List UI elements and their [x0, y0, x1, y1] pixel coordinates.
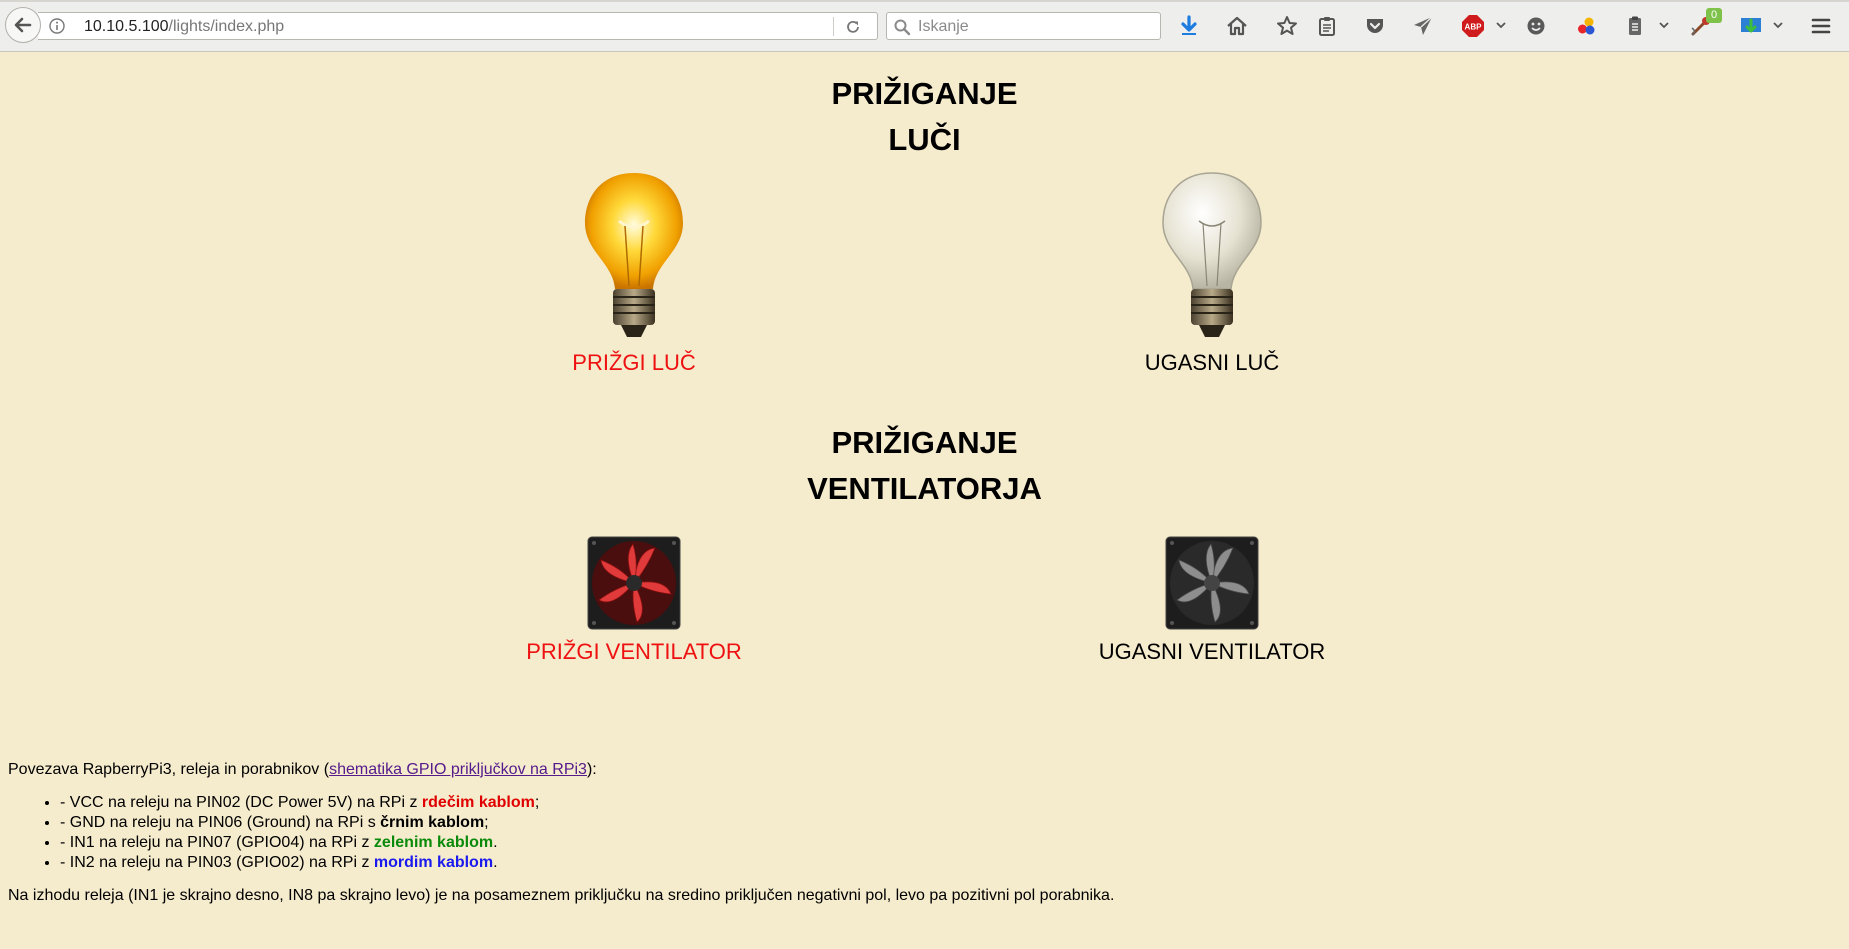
reload-icon[interactable] — [844, 18, 862, 36]
download-manager-chevron-icon[interactable] — [1772, 19, 1784, 31]
light-off-link[interactable]: UGASNI LUČ — [1144, 350, 1280, 375]
home-icon[interactable] — [1224, 13, 1250, 39]
send-icon[interactable] — [1410, 13, 1436, 39]
grey-fan-icon[interactable] — [1165, 536, 1259, 630]
download-manager-icon[interactable] — [1738, 13, 1764, 39]
fan-on-item[interactable] — [434, 536, 834, 665]
red-fan-icon[interactable] — [587, 536, 681, 630]
fan-on-link[interactable]: PRIŽGI VENTILATOR — [526, 639, 742, 664]
notification-badge: 0 — [1706, 8, 1722, 23]
fan-off-link[interactable]: UGASNI VENTILATOR — [1098, 639, 1326, 664]
browser-toolbar — [0, 0, 1849, 52]
reading-list-icon[interactable] — [1314, 13, 1340, 39]
window-top-edge — [0, 0, 1849, 2]
clipboard-menu-chevron-icon[interactable] — [1658, 19, 1670, 31]
info-icon[interactable] — [49, 18, 65, 34]
wiring-list — [8, 793, 1838, 873]
lights-heading-line2: LUČI — [888, 122, 961, 157]
wire-black-label: črnim kablom — [380, 814, 485, 831]
fan-off-item[interactable] — [1012, 536, 1412, 665]
light-on-item[interactable] — [434, 171, 834, 376]
back-arrow-icon — [12, 14, 34, 36]
fan-heading — [0, 420, 1849, 512]
hamburger-menu-icon[interactable] — [1808, 13, 1834, 39]
unlit-bulb-icon[interactable] — [1157, 171, 1267, 341]
wire-blue-label: mordim kablom — [373, 854, 494, 871]
url-bar[interactable] — [38, 12, 878, 40]
adblock-icon[interactable] — [1460, 13, 1486, 39]
search-bar[interactable] — [886, 12, 1161, 40]
light-on-link[interactable]: PRIŽGI LUČ — [572, 350, 696, 375]
fan-heading-line1: PRIŽIGANJE — [831, 425, 1018, 460]
fan-heading-line2: VENTILATORJA — [807, 471, 1042, 506]
adblock-label: ABP — [1464, 22, 1482, 32]
lights-heading — [0, 71, 1849, 163]
list-item: • - GND na releju na PIN06 (Ground) na RPi s črnim kablom; — [60, 813, 1838, 833]
wire-green-label: zelenim kablom — [373, 834, 494, 851]
url-separator — [833, 17, 834, 36]
search-placeholder: Iskanje — [918, 18, 969, 35]
url-host: 10.10.5.100 — [84, 18, 169, 35]
wiring-intro: Povezava RapberryPi3, releja in porabnikov (shematika GPIO priključkov na RPi3): — [8, 761, 597, 778]
wiring-info — [8, 761, 1838, 905]
search-icon — [893, 18, 911, 36]
wire-red-label: rdečim kablom — [421, 794, 535, 811]
list-item: • - IN1 na releju na PIN07 (GPIO04) na RPi z zelenim kablom. — [60, 833, 1838, 853]
downloads-icon[interactable] — [1176, 13, 1202, 39]
url-text[interactable] — [84, 18, 284, 36]
adblock-menu-chevron-icon[interactable] — [1495, 19, 1507, 31]
lights-heading-line1: PRIŽIGANJE — [831, 76, 1018, 111]
light-off-item[interactable] — [1012, 171, 1412, 376]
pocket-icon[interactable] — [1362, 13, 1388, 39]
gpio-schematic-link[interactable]: shematika GPIO priključkov na RPi3 — [329, 761, 587, 778]
clipboard-icon[interactable] — [1622, 13, 1648, 39]
bookmark-star-icon[interactable] — [1274, 13, 1300, 39]
emoji-icon[interactable] — [1523, 13, 1549, 39]
url-path: /lights/index.php — [168, 18, 285, 35]
wiring-footer: Na izhodu releja (IN1 je skrajno desno, IN8 pa skrajno levo) je na posameznem priključku na sredino priključen negativni pol, levo pa pozitivni pol porabnika. — [8, 887, 1115, 904]
list-item: • - IN2 na releju na PIN03 (GPIO02) na RPi z mordim kablom. — [60, 853, 1838, 873]
color-picker-icon[interactable] — [1573, 13, 1599, 39]
back-button[interactable] — [5, 7, 41, 43]
lit-bulb-icon[interactable] — [579, 171, 689, 341]
list-item: • - VCC na releju na PIN02 (DC Power 5V) na RPi z rdečim kablom; — [60, 793, 1838, 813]
